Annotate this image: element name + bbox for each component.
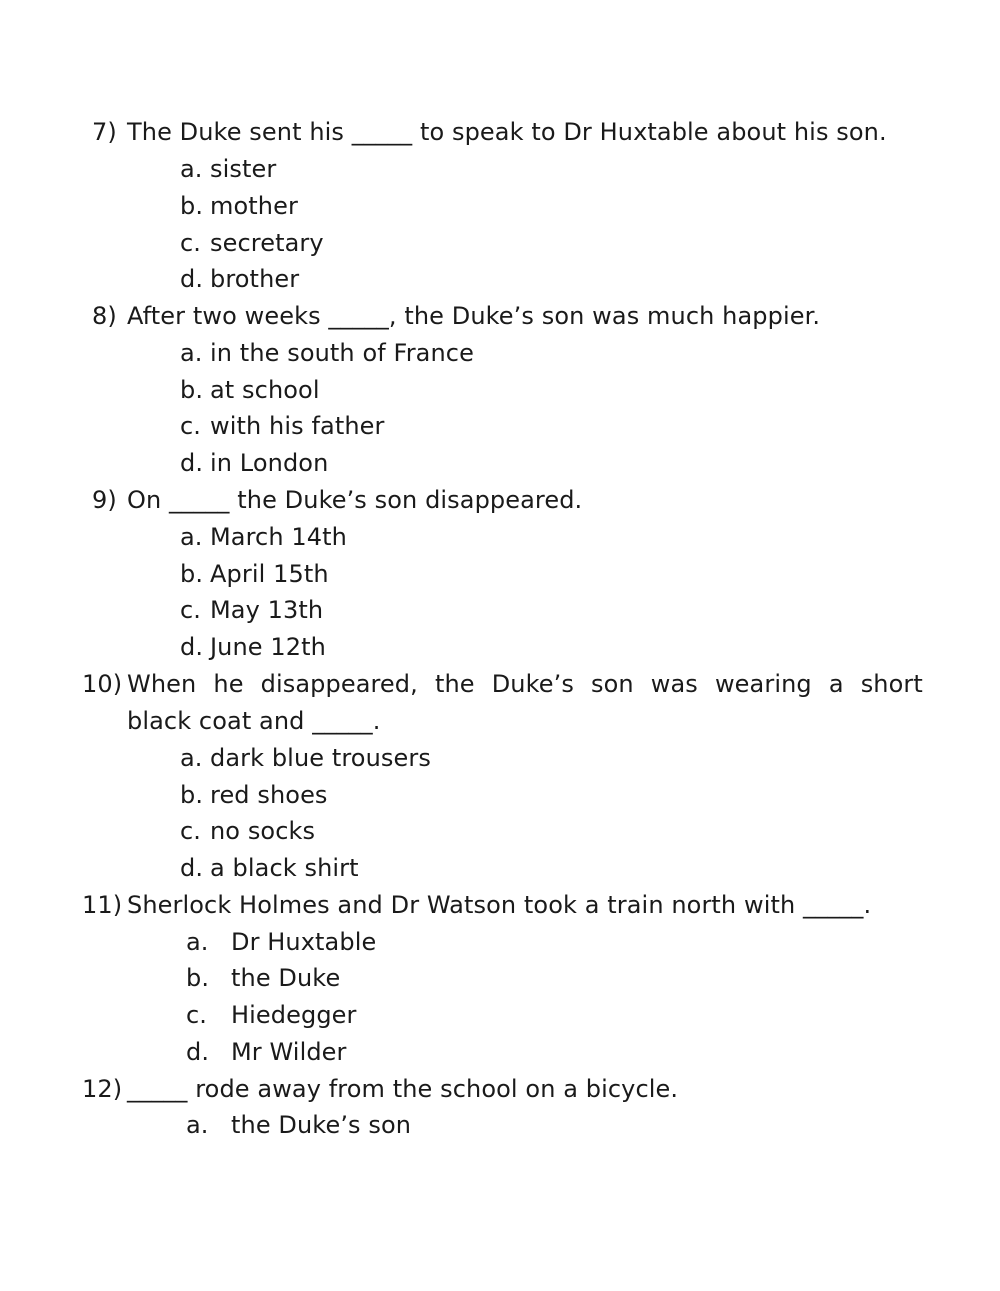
question-word: was — [650, 670, 698, 698]
option-letter: d. — [180, 265, 204, 293]
option-letter: c. — [180, 229, 202, 257]
option-letter: c. — [186, 1001, 208, 1029]
option-letter: b. — [180, 560, 204, 588]
option-letter: a. — [180, 339, 203, 367]
option-text: March 14th — [210, 523, 347, 551]
option-text: no socks — [210, 817, 316, 845]
question-word: wearing — [714, 670, 812, 698]
option-letter: b. — [180, 781, 204, 809]
question-number: 7) — [92, 118, 117, 146]
question-number: 10) — [82, 670, 123, 698]
question-text: The Duke sent his _____ to speak to Dr Huxtable about his son. — [127, 118, 887, 146]
question-number: 12) — [82, 1075, 123, 1103]
option-text: May 13th — [210, 596, 324, 624]
option-text: Mr Wilder — [231, 1038, 347, 1066]
option-letter: d. — [180, 633, 204, 661]
question-word: son — [590, 670, 634, 698]
option-letter: d. — [180, 854, 204, 882]
option-text: the Duke’s son — [231, 1111, 412, 1139]
option-letter: c. — [180, 412, 202, 440]
option-letter: a. — [186, 928, 209, 956]
question-text: _____ rode away from the school on a bicycle. — [127, 1075, 679, 1103]
option-letter: b. — [186, 964, 210, 992]
option-letter: d. — [186, 1038, 210, 1066]
question-text-line-1 — [127, 669, 923, 699]
option-text: in London — [210, 449, 329, 477]
option-text: in the south of France — [210, 339, 474, 367]
question-text: After two weeks _____, the Duke’s son was much happier. — [127, 302, 821, 330]
option-text: sister — [210, 155, 277, 183]
option-letter: d. — [180, 449, 204, 477]
question-word: Duke’s — [491, 670, 574, 698]
option-text: mother — [210, 192, 298, 220]
option-text: dark blue trousers — [210, 744, 431, 772]
option-text: with his father — [210, 412, 385, 440]
question-text-line-2: black coat and _____. — [127, 707, 381, 735]
option-text: a black shirt — [210, 854, 359, 882]
option-letter: a. — [180, 155, 203, 183]
option-letter: c. — [180, 596, 202, 624]
option-letter: b. — [180, 376, 204, 404]
option-text: brother — [210, 265, 300, 293]
option-letter: a. — [180, 744, 203, 772]
option-letter: a. — [186, 1111, 209, 1139]
question-number: 8) — [92, 302, 117, 330]
question-text: On _____ the Duke’s son disappeared. — [127, 486, 583, 514]
option-text: April 15th — [210, 560, 329, 588]
option-letter: a. — [180, 523, 203, 551]
option-text: Dr Huxtable — [231, 928, 377, 956]
question-word: a — [828, 670, 844, 698]
option-text: the Duke — [231, 964, 341, 992]
option-text: red shoes — [210, 781, 328, 809]
question-text: Sherlock Holmes and Dr Watson took a train north with _____. — [127, 891, 872, 919]
option-text: June 12th — [210, 633, 326, 661]
option-text: secretary — [210, 229, 324, 257]
option-letter: b. — [180, 192, 204, 220]
option-text: at school — [210, 376, 320, 404]
question-word: the — [434, 670, 475, 698]
question-word: he — [213, 670, 244, 698]
option-text: Hiedegger — [231, 1001, 357, 1029]
question-word: disappeared, — [260, 670, 418, 698]
question-word: short — [860, 670, 923, 698]
option-letter: c. — [180, 817, 202, 845]
question-number: 9) — [92, 486, 117, 514]
question-number: 11) — [82, 891, 123, 919]
question-word: When — [127, 670, 197, 698]
